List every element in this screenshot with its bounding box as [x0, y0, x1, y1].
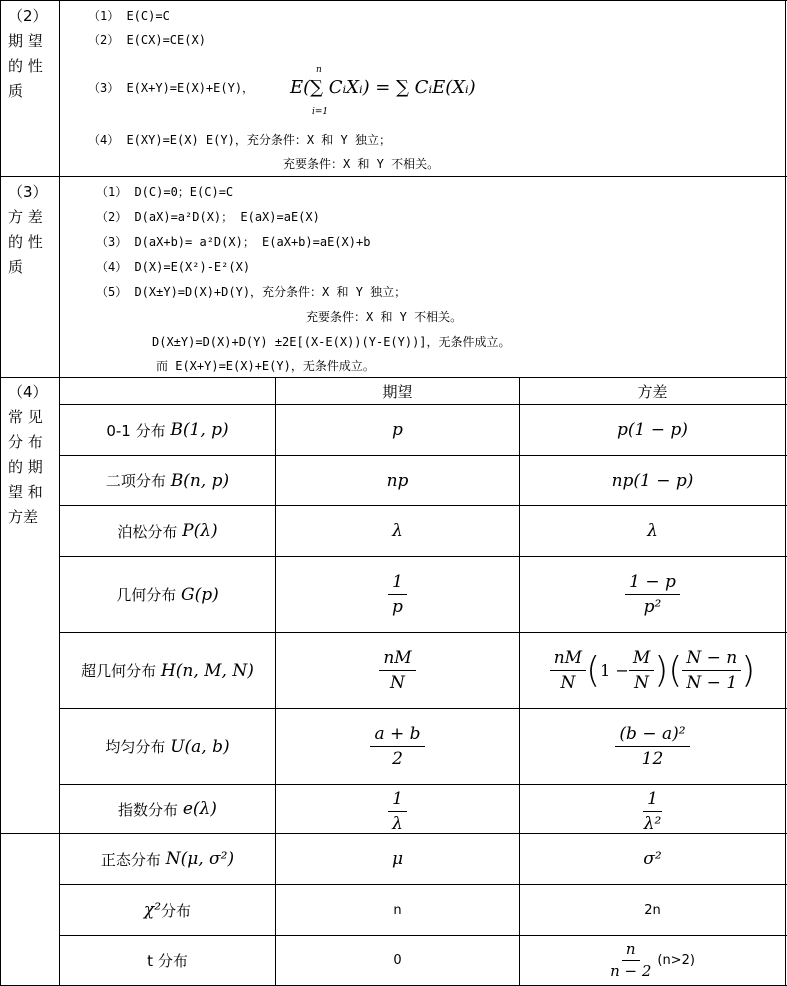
paren-open: (: [668, 650, 683, 691]
dist-name: 泊松分布: [117, 522, 178, 541]
denominator: N − 1: [686, 673, 738, 693]
dist-name: t 分布: [147, 952, 188, 970]
dist-mean: np: [386, 470, 409, 491]
denominator: p²: [643, 597, 662, 617]
dist-mean: p: [392, 420, 403, 440]
dist-name: 均匀分布: [105, 738, 166, 756]
denominator: λ: [392, 814, 403, 833]
dist-variance: [520, 633, 785, 708]
sum-upper-limit: n: [316, 65, 322, 75]
dist-variance: λ: [647, 521, 658, 541]
dist-mean: [276, 633, 519, 708]
dist-name: 分布: [161, 901, 192, 920]
table-row: [60, 405, 275, 455]
denominator: N: [634, 673, 649, 693]
variance-item-1: （1） D(C)=0；E(C)=C: [96, 185, 234, 199]
expectation-item-4: （4） E(XY)=E(X) E(Y)，充分条件：X 和 Y 独立；: [88, 133, 391, 147]
fraction: [629, 648, 654, 693]
table-row: [60, 834, 275, 884]
dist-symbol: H(n, M, N): [160, 660, 254, 681]
numerator: 1: [388, 572, 407, 595]
dist-name: 超几何分布: [81, 662, 157, 680]
paren-close: ): [654, 650, 669, 691]
table-row: [60, 885, 275, 935]
numerator: 1: [388, 789, 407, 812]
variance-item-3: （3） D(aX+b)= a²D(X)； E(aX+b)=aE(X)+b: [96, 235, 371, 249]
dist-symbol: B(n, p): [170, 470, 230, 491]
table-row: [60, 709, 275, 784]
table-row: [60, 785, 275, 833]
fraction: [682, 648, 741, 693]
dist-mean: 0: [393, 953, 402, 968]
fraction: [610, 941, 651, 980]
dist-variance: [520, 785, 785, 833]
numerator: n: [622, 941, 640, 961]
condition-note: (n>2): [657, 953, 695, 968]
expectation-general: 而 E(X+Y)=E(X)+E(Y)，无条件成立。: [156, 359, 375, 373]
minus-term: 1 −: [600, 661, 629, 680]
dist-name: 二项分布: [105, 472, 166, 490]
dist-symbol: N(μ, σ²): [165, 849, 235, 869]
dist-variance: [520, 709, 785, 784]
header-variance: 方差: [637, 382, 668, 401]
fraction: [388, 572, 407, 617]
numerator: nM: [550, 648, 586, 671]
dist-mean: n: [393, 902, 402, 918]
dist-mean: λ: [392, 521, 403, 541]
expectation-item-2: （2） E(CX)=CE(X): [88, 33, 206, 47]
paren-open: (: [586, 650, 601, 691]
row-divider: [0, 176, 787, 177]
dist-symbol: P(λ): [182, 521, 218, 541]
header-mean: 期望: [382, 382, 413, 401]
paren-close: ): [741, 650, 756, 691]
table-row: [60, 936, 275, 985]
numerator: N − n: [682, 648, 741, 671]
denominator: n − 2: [610, 962, 652, 980]
fraction: [379, 648, 415, 693]
fraction: [370, 724, 424, 769]
dist-variance: [520, 557, 785, 632]
dist-variance: [520, 936, 785, 985]
table-row: [60, 557, 275, 632]
table-row: [60, 456, 275, 505]
dist-mean: [276, 557, 519, 632]
expectation-item-1: （1） E(C)=C: [88, 9, 170, 23]
variance-item-5-cond: 充要条件：X 和 Y 不相关。: [306, 310, 463, 324]
dist-symbol: χ²: [143, 900, 162, 920]
table-border-top: [0, 0, 787, 1]
section-label-expectation: （2） 期 望 的 性 质: [8, 7, 48, 100]
fraction: [615, 724, 689, 769]
dist-symbol: e(λ): [182, 799, 217, 819]
table-border-left: [0, 0, 1, 986]
dist-name: 0-1 分布: [106, 421, 166, 440]
denominator: λ²: [643, 814, 662, 833]
dist-mean: [276, 709, 519, 784]
expectation-item-3: （3） E(X+Y)=E(X)+E(Y)，: [88, 81, 255, 95]
fraction: [643, 789, 662, 833]
dist-name: 正态分布: [100, 850, 161, 869]
denominator: N: [390, 673, 405, 693]
denominator: 2: [392, 749, 403, 769]
dist-symbol: G(p): [181, 584, 219, 605]
table-row: [60, 633, 275, 708]
dist-variance: np(1 − p): [611, 470, 694, 491]
dist-symbol: B(1, p): [170, 420, 229, 440]
expectation-item-4-cond: 充要条件：X 和 Y 不相关。: [283, 157, 440, 171]
section-label-distributions: （4） 常 见 分 布 的 期 望 和 方差: [8, 383, 48, 526]
dist-variance: p(1 − p): [617, 420, 688, 440]
dist-variance: σ²: [643, 849, 662, 869]
variance-item-4: （4） D(X)=E(X²)-E²(X): [96, 260, 251, 274]
fraction: [550, 648, 586, 693]
table-border-right: [785, 0, 786, 986]
numerator: 1 − p: [625, 572, 680, 595]
numerator: M: [629, 648, 654, 671]
table-row: [60, 506, 275, 556]
denominator: 12: [641, 749, 664, 769]
denominator: N: [560, 673, 576, 693]
fraction: [388, 789, 407, 833]
section-label-variance: （3） 方 差 的 性 质: [8, 183, 48, 276]
sum-lower-limit: i=1: [312, 107, 329, 117]
dist-mean: μ: [391, 849, 404, 869]
fraction: [625, 572, 680, 617]
variance-item-5: （5） D(X±Y)=D(X)+D(Y)，充分条件：X 和 Y 独立；: [96, 285, 407, 299]
numerator: a + b: [370, 724, 424, 747]
dist-name: 几何分布: [116, 586, 177, 604]
numerator: nM: [379, 648, 415, 671]
denominator: p: [392, 597, 403, 617]
variance-item-2: （2） D(aX)=a²D(X)； E(aX)=aE(X): [96, 210, 320, 224]
numerator: (b − a)²: [615, 724, 689, 747]
variance-general: D(X±Y)=D(X)+D(Y) ±2E[(X-E(X))(Y-E(Y))]，无条件成立。: [152, 335, 511, 349]
dist-symbol: U(a, b): [170, 736, 230, 757]
linearity-formula: E(∑ CᵢXᵢ) = ∑ CᵢE(Xᵢ): [290, 77, 476, 98]
dist-mean: [276, 785, 519, 833]
dist-name: 指数分布: [118, 800, 179, 819]
numerator: 1: [643, 789, 662, 812]
dist-variance: 2n: [644, 902, 661, 918]
